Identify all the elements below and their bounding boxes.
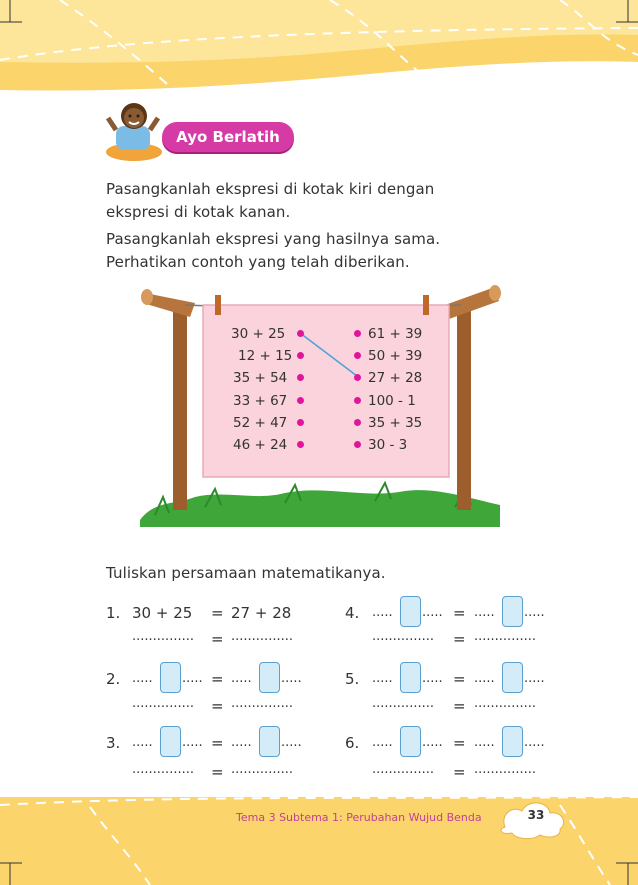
blank-short[interactable]: ..... xyxy=(372,671,393,686)
right-expression: 61 + 39 xyxy=(368,326,423,342)
blank-short[interactable]: ..... xyxy=(372,605,393,620)
equals-sign: = xyxy=(453,630,466,648)
blank-short[interactable]: ..... xyxy=(474,671,495,686)
answer-box[interactable] xyxy=(400,596,421,627)
right-expression: 100 - 1 xyxy=(368,393,416,409)
blank-line[interactable]: ............... xyxy=(231,696,293,711)
equals-sign: = xyxy=(211,670,224,688)
blank-short[interactable]: ..... xyxy=(422,605,443,620)
equals-sign: = xyxy=(211,630,224,648)
blank-line[interactable]: ............... xyxy=(132,629,194,644)
answer-box[interactable] xyxy=(160,726,181,757)
section-title: Ayo Berlatih xyxy=(176,128,280,146)
answer-number: 4. xyxy=(345,604,360,622)
blank-line[interactable]: ............... xyxy=(132,696,194,711)
answer-box[interactable] xyxy=(400,662,421,693)
blank-line[interactable]: ............... xyxy=(372,629,434,644)
answer-box[interactable] xyxy=(160,662,181,693)
answer-number: 6. xyxy=(345,734,360,752)
blank-short[interactable]: ..... xyxy=(132,671,153,686)
blank-short[interactable]: ..... xyxy=(132,735,153,750)
equals-sign: = xyxy=(211,697,224,715)
right-expression: 27 + 28 xyxy=(368,370,423,386)
equals-sign: = xyxy=(453,734,466,752)
blank-short[interactable]: ..... xyxy=(474,605,495,620)
blank-short[interactable]: ..... xyxy=(372,735,393,750)
page-number: 33 xyxy=(527,808,545,822)
instruction-line-3: Pasangkanlah ekspresi yang hasilnya sama. xyxy=(106,230,441,248)
child-mascot-illustration xyxy=(104,96,164,162)
answer-box[interactable] xyxy=(502,596,523,627)
answer-box[interactable] xyxy=(259,662,280,693)
blank-short[interactable]: ..... xyxy=(182,735,203,750)
blank-line[interactable]: ............... xyxy=(474,762,536,777)
blank-short[interactable]: ..... xyxy=(231,735,252,750)
left-match-dot[interactable] xyxy=(297,374,304,381)
instruction-line-1: Pasangkanlah ekspresi di kotak kiri dengan xyxy=(106,180,435,198)
blank-short[interactable]: ..... xyxy=(422,735,443,750)
task-prompt: Tuliskan persamaan matematikanya. xyxy=(106,564,386,582)
right-expression: 35 + 35 xyxy=(368,415,423,431)
right-match-dot[interactable] xyxy=(354,352,361,359)
blank-short[interactable]: ..... xyxy=(422,671,443,686)
blank-short[interactable]: ..... xyxy=(281,671,302,686)
equals-sign: = xyxy=(453,697,466,715)
answer-box[interactable] xyxy=(259,726,280,757)
left-expression: 52 + 47 xyxy=(233,415,288,431)
equals-sign: = xyxy=(211,734,224,752)
answer-box[interactable] xyxy=(502,662,523,693)
blank-line[interactable]: ............... xyxy=(372,696,434,711)
left-expression: 33 + 67 xyxy=(233,393,288,409)
answer-1-left: 30 + 25 xyxy=(132,604,193,622)
answer-box[interactable] xyxy=(400,726,421,757)
blank-short[interactable]: ..... xyxy=(474,735,495,750)
header-band xyxy=(0,0,638,110)
instruction-line-4: Perhatikan contoh yang telah diberikan. xyxy=(106,253,410,271)
right-expression: 50 + 39 xyxy=(368,348,423,364)
answer-number: 2. xyxy=(106,670,121,688)
blank-line[interactable]: ............... xyxy=(231,629,293,644)
right-match-dot[interactable] xyxy=(354,374,361,381)
instruction-line-2: ekspresi di kotak kanan. xyxy=(106,203,291,221)
left-match-dot[interactable] xyxy=(297,352,304,359)
left-expression: 46 + 24 xyxy=(233,437,288,453)
answer-1-right: 27 + 28 xyxy=(231,604,292,622)
blank-line[interactable]: ............... xyxy=(372,762,434,777)
answer-number: 3. xyxy=(106,734,121,752)
equals-sign: = xyxy=(453,670,466,688)
left-expression: 30 + 25 xyxy=(231,326,286,342)
left-expression: 35 + 54 xyxy=(233,370,288,386)
answer-number: 5. xyxy=(345,670,360,688)
blank-line[interactable]: ............... xyxy=(132,762,194,777)
blank-short[interactable]: ..... xyxy=(524,671,545,686)
blank-line[interactable]: ............... xyxy=(474,696,536,711)
left-match-dot[interactable] xyxy=(297,397,304,404)
left-match-dot[interactable] xyxy=(297,419,304,426)
right-match-dot[interactable] xyxy=(354,330,361,337)
right-match-dot[interactable] xyxy=(354,419,361,426)
equals-sign: = xyxy=(211,763,224,781)
blank-short[interactable]: ..... xyxy=(524,605,545,620)
right-expression: 30 - 3 xyxy=(368,437,408,453)
equals-sign: = xyxy=(453,763,466,781)
answer-box[interactable] xyxy=(502,726,523,757)
right-match-dot[interactable] xyxy=(354,397,361,404)
left-expression: 12 + 15 xyxy=(238,348,293,364)
left-match-dot[interactable] xyxy=(297,441,304,448)
blank-short[interactable]: ..... xyxy=(231,671,252,686)
equals-sign: = xyxy=(453,604,466,622)
clothesline-illustration xyxy=(135,275,505,537)
blank-line[interactable]: ............... xyxy=(474,629,536,644)
blank-short[interactable]: ..... xyxy=(524,735,545,750)
footer-theme-text: Tema 3 Subtema 1: Perubahan Wujud Benda xyxy=(236,811,482,824)
blank-short[interactable]: ..... xyxy=(182,671,203,686)
blank-short[interactable]: ..... xyxy=(281,735,302,750)
blank-line[interactable]: ............... xyxy=(231,762,293,777)
right-match-dot[interactable] xyxy=(354,441,361,448)
equals-sign: = xyxy=(211,604,224,622)
left-match-dot[interactable] xyxy=(297,330,304,337)
answer-number: 1. xyxy=(106,604,121,622)
